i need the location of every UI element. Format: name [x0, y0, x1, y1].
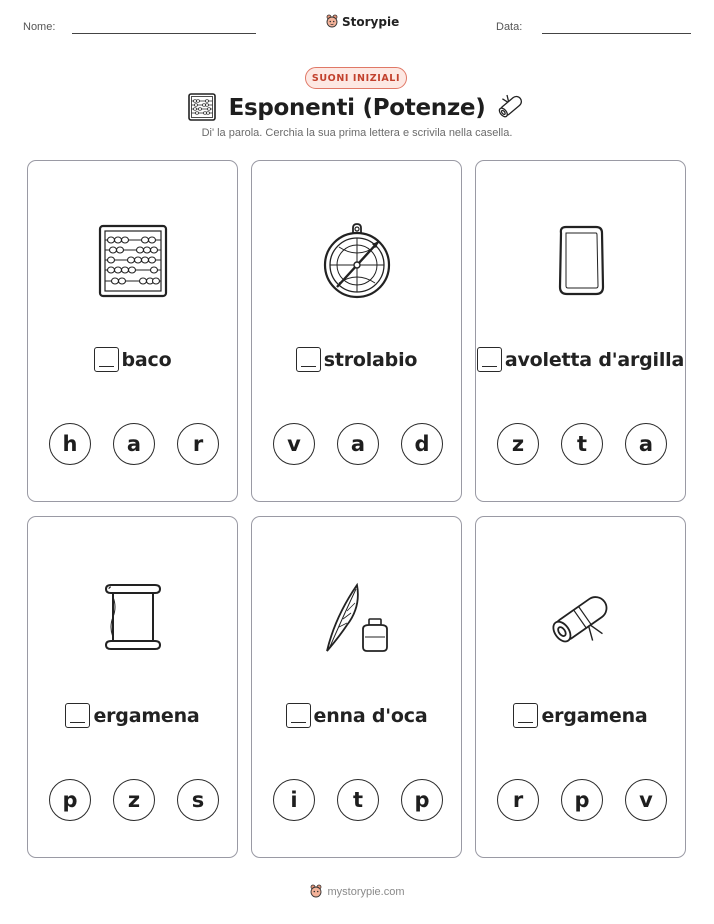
word-text: enna d'oca — [313, 704, 428, 727]
word-row — [476, 347, 685, 372]
word-row — [252, 703, 461, 728]
letter-choice[interactable]: i — [273, 779, 315, 821]
letter-choice[interactable]: t — [561, 423, 603, 465]
brand-name: Storypie — [342, 14, 400, 29]
mascot-icon — [309, 884, 323, 899]
letter-choice[interactable]: p — [49, 779, 91, 821]
letter-choice[interactable]: r — [177, 423, 219, 465]
scroll-icon — [494, 89, 528, 123]
word-text: ergamena — [93, 704, 200, 727]
answer-box[interactable] — [94, 347, 119, 372]
letter-choice[interactable]: r — [497, 779, 539, 821]
letter-choice[interactable]: p — [561, 779, 603, 821]
word-text: strolabio — [323, 348, 418, 371]
letter-choices — [497, 779, 667, 821]
letter-choice[interactable]: a — [337, 423, 379, 465]
exercise-card — [475, 516, 686, 858]
mascot-icon — [325, 14, 339, 29]
instructions: Di' la parola. Cerchia la sua prima lettera e scrivila nella casella. — [201, 127, 513, 139]
scroll-icon — [541, 577, 621, 657]
letter-choices — [49, 423, 219, 465]
abacus-icon — [187, 92, 217, 122]
footer — [0, 884, 714, 899]
letter-choice[interactable]: z — [497, 423, 539, 465]
letter-choice[interactable]: v — [273, 423, 315, 465]
exercise-card — [475, 160, 686, 502]
category-badge: SUONI INIZIALI — [305, 67, 407, 89]
footer-link[interactable]: mystorypie.com — [327, 885, 405, 898]
letter-choice[interactable]: p — [401, 779, 443, 821]
letter-choices — [273, 423, 443, 465]
exercise-card — [27, 516, 238, 858]
abacus-icon — [93, 221, 173, 301]
word-row — [252, 347, 461, 372]
word-text: baco — [121, 348, 172, 371]
letter-choice[interactable]: z — [113, 779, 155, 821]
letter-choices — [49, 779, 219, 821]
word-row — [28, 347, 237, 372]
parchment-icon — [93, 577, 173, 657]
name-line[interactable] — [72, 33, 256, 34]
letter-choice[interactable]: d — [401, 423, 443, 465]
brand-logo — [325, 14, 399, 29]
exercise-card — [27, 160, 238, 502]
page-title: Esponenti (Potenze) — [228, 95, 486, 121]
letter-choice[interactable]: s — [177, 779, 219, 821]
answer-box[interactable] — [65, 703, 90, 728]
letter-choice[interactable]: a — [113, 423, 155, 465]
date-label: Data: — [496, 21, 523, 33]
letter-choice[interactable]: h — [49, 423, 91, 465]
letter-choices — [273, 779, 443, 821]
answer-box[interactable] — [286, 703, 311, 728]
word-text: avoletta d'argilla — [504, 348, 685, 371]
answer-box[interactable] — [477, 347, 502, 372]
name-label: Nome: — [23, 21, 56, 33]
letter-choices — [497, 423, 667, 465]
exercise-card — [251, 516, 462, 858]
letter-choice[interactable]: t — [337, 779, 379, 821]
astrolabe-icon — [317, 221, 397, 301]
quill-ink-icon — [317, 577, 397, 657]
letter-choice[interactable]: v — [625, 779, 667, 821]
word-row — [476, 703, 685, 728]
clay-tablet-icon — [541, 221, 621, 301]
exercise-card — [251, 160, 462, 502]
word-row — [28, 703, 237, 728]
answer-box[interactable] — [296, 347, 321, 372]
date-line[interactable] — [542, 33, 691, 34]
letter-choice[interactable]: a — [625, 423, 667, 465]
word-text: ergamena — [541, 704, 648, 727]
answer-box[interactable] — [513, 703, 538, 728]
